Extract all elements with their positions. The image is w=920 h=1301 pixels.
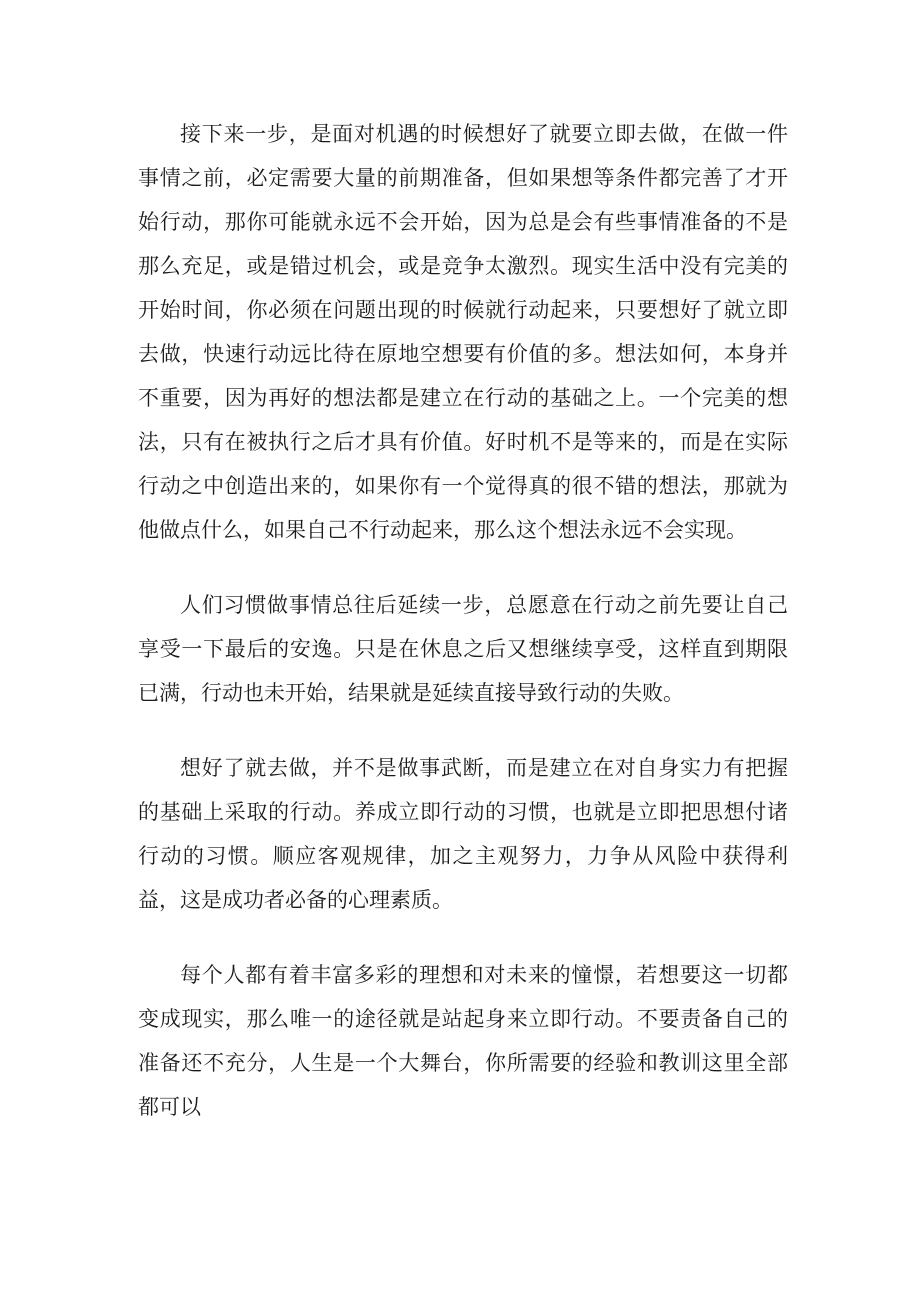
paragraph-3: 想好了就去做，并不是做事武断，而是建立在对自身实力有把握的基础上采取的行动。养成立即行动的习惯，也就是立即把思想付诸行动的习惯。顺应客观规律，加之主观努力，力争从风险中获得利益，这是成功者必备的心理素质。 [138, 756, 788, 912]
paragraph-4: 每个人都有着丰富多彩的理想和对未来的憧憬，若想要这一切都变成现实，那么唯一的途径就是站起身来立即行动。不要责备自己的准备还不充分，人生是一个大舞台，你所需要的经验和教训这里全部都可以 [138, 963, 788, 1119]
document-body [138, 112, 788, 1160]
paragraph-1: 接下来一步，是面对机遇的时候想好了就要立即去做，在做一件事情之前，必定需要大量的前期准备，但如果想等条件都完善了才开始行动，那你可能就永远不会开始，因为总是会有些事情准备的不是那么充足，或是错过机会，或是竞争太激烈。现实生活中没有完美的开始时间，你必须在问题出现的时候就行动起来，只要想好了就立即去做，快速行动远比待在原地空想要有价值的多。想法如何，本身并不重要，因为再好的想法都是建立在行动的基础之上。一个完美的想法，只有在被执行之后才具有价值。好时机不是等来的，而是在实际行动之中创造出来的，如果你有一个觉得真的很不错的想法，那就为他做点什么，如果自己不行动起来，那么这个想法永远不会实现。 [138, 122, 788, 542]
paragraph-2: 人们习惯做事情总往后延续一步，总愿意在行动之前先要让自己享受一下最后的安逸。只是在休息之后又想继续享受，这样直到期限已满，行动也未开始，结果就是延续直接导致行动的失败。 [138, 593, 788, 705]
